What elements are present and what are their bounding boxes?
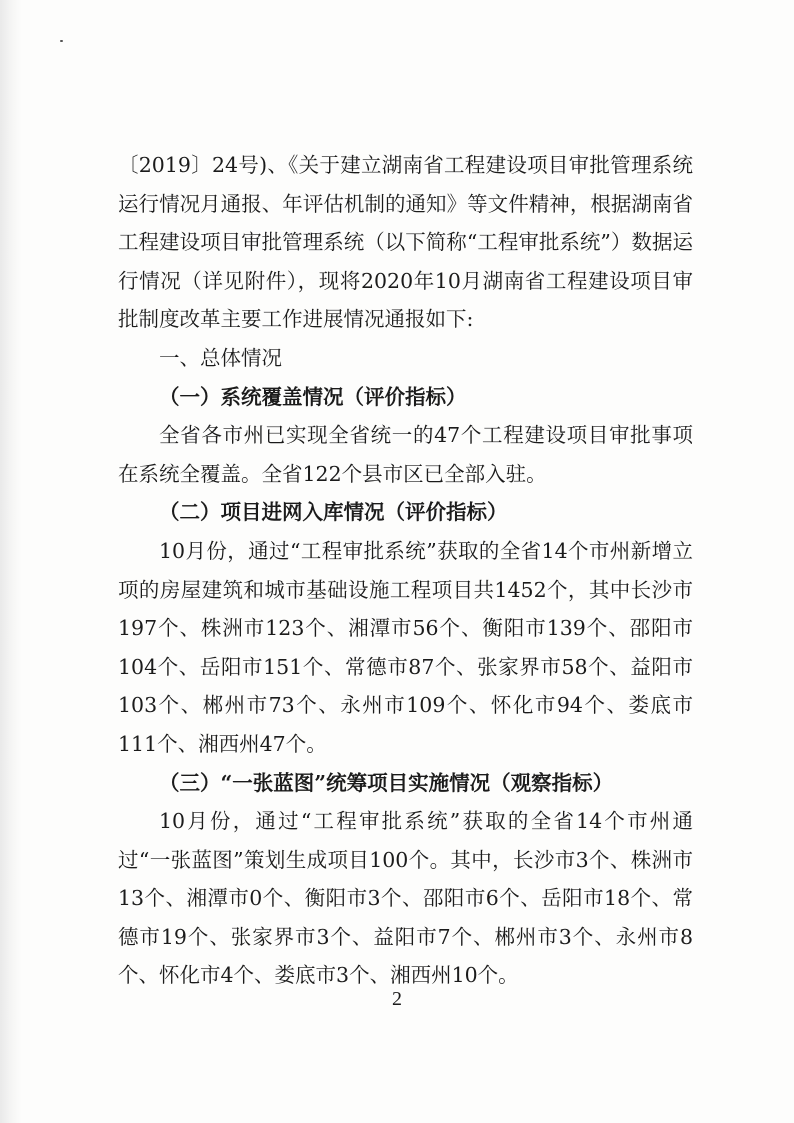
document-body: [118, 146, 693, 995]
scan-page-edge: [0, 0, 22, 1123]
intro-paragraph: 〔2019〕24号)、《关于建立湖南省工程建设项目审批管理系统运行情况月通报、年评估机制的通知》等文件精神，根据湖南省工程建设项目审批管理系统（以下简称“工程审批系统”）数据运行情况（详见附件），现将2020年10月湖南省工程建设项目审批制度改革主要工作进展情况通报如下:: [118, 153, 693, 332]
subheading-system-coverage: （一）系统覆盖情况（评价指标）: [159, 384, 467, 409]
scan-speck: [60, 40, 63, 42]
paragraph-blueprint-projects: 10月份，通过“工程审批系统”获取的全省14个市州通过“一张蓝图”策划生成项目100个。其中，长沙市3个、株洲市13个、湘潭市0个、衡阳市3个、邵阳市6个、岳阳市18个、常德市19个、张家界市3个、益阳市7个、郴州市3个、永州市8个、怀化市4个、娄底市3个、湘西州10个。: [118, 809, 693, 988]
subheading-project-registration: （二）项目进网入库情况（评价指标）: [159, 500, 508, 525]
page-number: 2: [392, 988, 402, 1010]
subheading-blueprint-projects: （三）“一张蓝图”统筹项目实施情况（观察指标）: [159, 770, 614, 795]
paragraph-project-registration: 10月份，通过“工程审批系统”获取的全省14个市州新增立项的房屋建筑和城市基础设施工程项目共1452个，其中长沙市197个、株洲市123个、湘潭市56个、衡阳市139个、邵阳市104个、岳阳市151个、常德市87个、张家界市58个、益阳市103个、郴州市73个、永州市109个、怀化市94个、娄底市111个、湘西州47个。: [118, 538, 693, 756]
section-heading-overview: 一、总体情况: [159, 345, 282, 370]
paragraph-system-coverage: 全省各市州已实现全省统一的47个工程建设项目审批事项在系统全覆盖。全省122个县市区已全部入驻。: [118, 423, 693, 486]
